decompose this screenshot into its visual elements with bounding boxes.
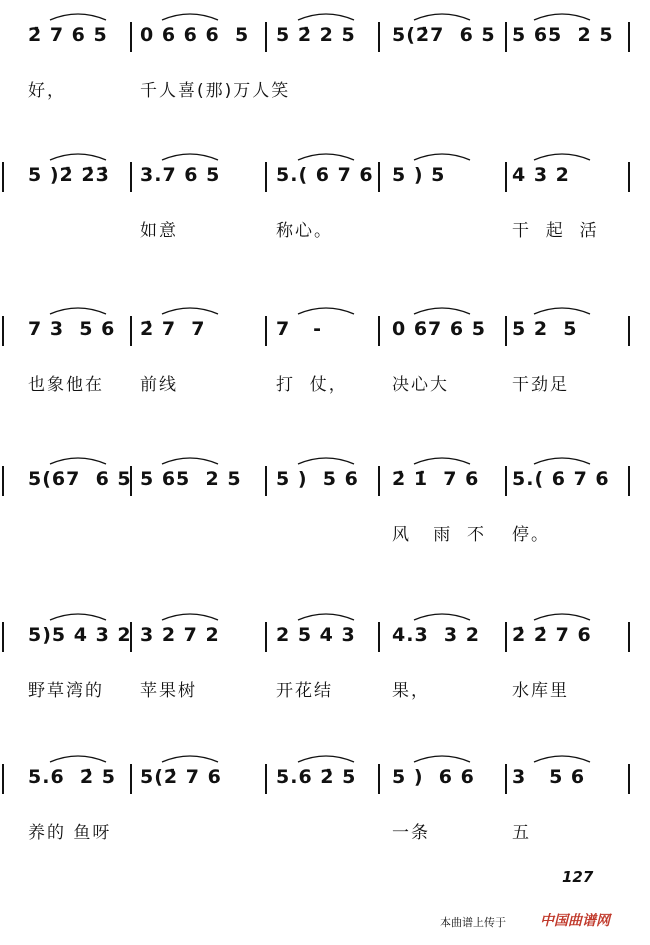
barline — [378, 162, 380, 192]
lyric-text: 好， — [28, 81, 66, 101]
barline — [265, 764, 267, 794]
notation-row — [0, 462, 650, 496]
barline — [628, 764, 630, 794]
notation-row — [0, 18, 650, 52]
barline — [378, 622, 380, 652]
lyric-text: 千人喜(那)万人笑 — [140, 81, 291, 101]
barline — [505, 466, 507, 496]
barline — [130, 22, 132, 52]
measure-notes: 2̇ 7 6 5 — [28, 24, 108, 46]
notation-row — [0, 312, 650, 346]
barline — [505, 764, 507, 794]
lyric-text: 决心大 — [392, 375, 449, 395]
barline — [628, 22, 630, 52]
barline — [378, 316, 380, 346]
measure-notes: 3 5 6 — [512, 766, 586, 788]
measure-notes: 7 - — [276, 318, 322, 340]
barline — [505, 162, 507, 192]
lyric-text: 苹果树 — [140, 681, 197, 701]
lyric-text: 也象他在 — [28, 375, 104, 395]
lyric-text: 打 仗， — [276, 375, 348, 395]
measure-notes: 0 6 6 6 5 — [140, 24, 250, 46]
barline — [378, 764, 380, 794]
barline — [130, 764, 132, 794]
measure-notes: 2̇ 2̇ 7 6 — [512, 624, 592, 646]
barline — [265, 316, 267, 346]
measure-notes: 2 5 4 3 — [276, 624, 356, 646]
lyric-text: 如意 — [140, 221, 178, 241]
measure-notes: 5(67 6 5 — [28, 468, 132, 490]
barline — [628, 162, 630, 192]
measure-notes: 5.6 2̇ 5 — [276, 766, 357, 788]
barline — [628, 622, 630, 652]
barline — [265, 622, 267, 652]
barline — [628, 316, 630, 346]
measure-notes: 3.7 6 5 — [140, 164, 221, 186]
brand-logo: 中国曲谱网 — [540, 913, 610, 929]
notation-row — [0, 760, 650, 794]
measure-notes: 5.( 6 7 6 — [512, 468, 610, 490]
barline — [2, 162, 4, 192]
measure-notes: 7 3 5 6 — [28, 318, 116, 340]
lyric-text: 风 雨 不 — [392, 525, 487, 545]
barline — [378, 22, 380, 52]
lyric-text: 野草湾的 — [28, 681, 104, 701]
barline — [2, 466, 4, 496]
notation-row — [0, 618, 650, 652]
measure-notes: 0 67 6 5 — [392, 318, 486, 340]
lyric-text: 前线 — [140, 375, 178, 395]
page-number: 127 — [562, 868, 594, 886]
barline — [130, 162, 132, 192]
barline — [130, 316, 132, 346]
lyric-text: 水库里 — [512, 681, 569, 701]
barline — [505, 22, 507, 52]
measure-notes: 5(2̇ 7 6 — [140, 766, 222, 788]
measure-notes: 5 ) 6 6 — [392, 766, 475, 788]
measure-notes: 2̇ 1̇ 7 6 — [392, 468, 480, 490]
measure-notes: 5 ) 5 — [392, 164, 446, 186]
lyric-text: 干 起 活 — [512, 221, 599, 241]
measure-notes: 3 2 7 2 — [140, 624, 220, 646]
lyric-text: 停。 — [512, 525, 550, 545]
lyric-text: 称心。 — [276, 221, 333, 241]
measure-notes: 5 2̇ 2 5 — [276, 24, 356, 46]
measure-notes: 5.( 6 7 6 — [276, 164, 374, 186]
lyric-text: 一条 — [392, 823, 430, 843]
barline — [265, 22, 267, 52]
lyric-text: 果， — [392, 681, 430, 701]
barline — [2, 316, 4, 346]
measure-notes: 2̇ 7 7 — [140, 318, 206, 340]
barline — [2, 622, 4, 652]
barline — [265, 466, 267, 496]
barline — [628, 466, 630, 496]
notation-row — [0, 158, 650, 192]
barline — [378, 466, 380, 496]
measure-notes: 5 )2̇ 2̇3̇ — [28, 164, 110, 186]
lyric-text: 五 — [512, 823, 531, 843]
upload-credit: 本曲谱上传于 — [440, 916, 506, 929]
measure-notes: 5)5 4 3 2 — [28, 624, 132, 646]
lyric-text: 养的 鱼呀 — [28, 823, 112, 843]
lyric-text: 干劲足 — [512, 375, 569, 395]
barline — [265, 162, 267, 192]
measure-notes: 5 ) 5 6 — [276, 468, 359, 490]
measure-notes: 5 2 5 — [512, 318, 578, 340]
measure-notes: 4 3 2 — [512, 164, 570, 186]
lyric-text: 开花结 — [276, 681, 333, 701]
measure-notes: 5 65 2 5 — [140, 468, 242, 490]
barline — [505, 316, 507, 346]
barline — [505, 622, 507, 652]
barline — [2, 764, 4, 794]
measure-notes: 5(2̇7 6 5 — [392, 24, 496, 46]
measure-notes: 5 65 2 5 — [512, 24, 614, 46]
measure-notes: 5.6 2̇ 5 — [28, 766, 116, 788]
measure-notes: 4.3 3 2 — [392, 624, 480, 646]
